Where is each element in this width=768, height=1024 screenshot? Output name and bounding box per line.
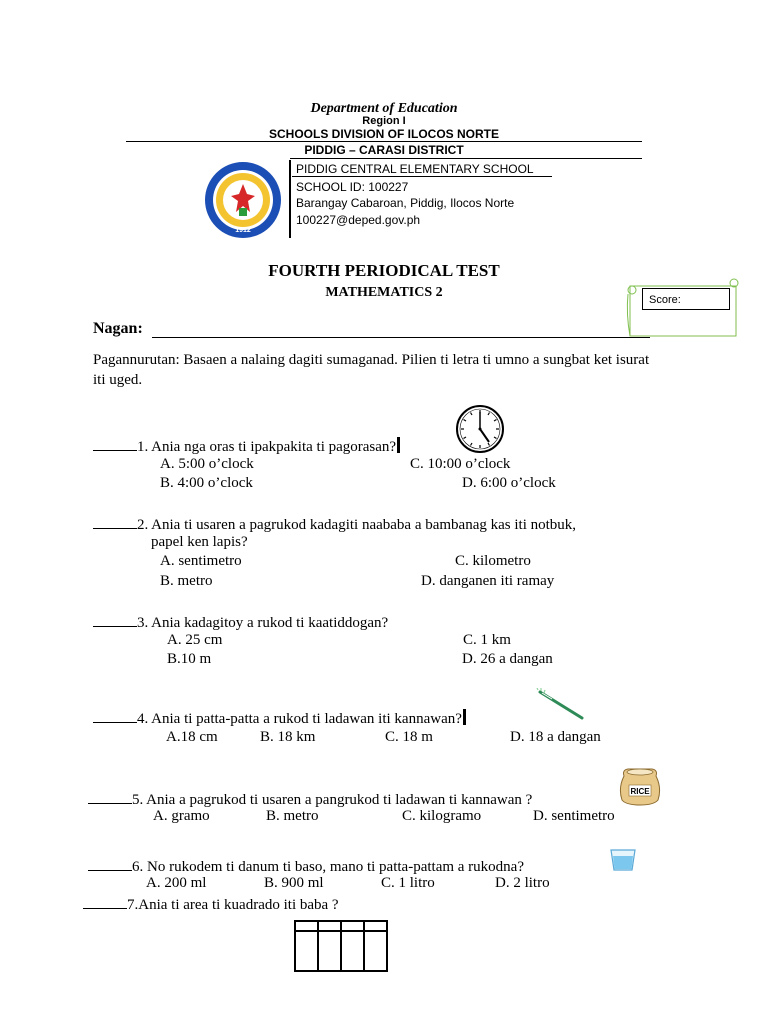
name-input-line[interactable] bbox=[152, 337, 650, 338]
test-title: FOURTH PERIODICAL TEST bbox=[268, 261, 500, 280]
question-2-text-cont: papel ken lapis? bbox=[151, 534, 248, 550]
q1-choice-a: A. 5:00 o’clock bbox=[160, 456, 254, 472]
answer-blank-1[interactable] bbox=[93, 436, 137, 451]
q3-choice-a: A. 25 cm bbox=[167, 632, 223, 648]
question-2-text: 2. Ania ti usaren a pagrukod kadagiti naababa a bambanag kas iti notbuk, bbox=[137, 517, 577, 533]
q4-choice-d: D. 18 a dangan bbox=[510, 729, 601, 745]
question-5-text: 5. Ania a pagrukod ti usaren a pangrukod ti ladawan ti kannawan ? bbox=[132, 792, 533, 808]
answer-blank-3[interactable] bbox=[93, 612, 137, 627]
question-5 bbox=[88, 789, 532, 809]
q5-choice-a: A. gramo bbox=[153, 808, 210, 824]
clock-icon bbox=[452, 404, 508, 454]
q3-choice-b: B.10 m bbox=[167, 651, 212, 667]
school-seal-icon bbox=[203, 160, 283, 240]
division-label: SCHOOLS DIVISION OF ILOCOS NORTE bbox=[268, 127, 499, 141]
text-cursor bbox=[463, 709, 466, 725]
q6-choice-c: C. 1 litro bbox=[381, 875, 435, 891]
subject-title: MATHEMATICS 2 bbox=[325, 285, 443, 300]
school-divider bbox=[289, 160, 291, 238]
question-7 bbox=[83, 894, 339, 914]
district-label: PIDDIG – CARASI DISTRICT bbox=[304, 143, 464, 157]
q5-choice-c: C. kilogramo bbox=[402, 808, 482, 824]
q5-choice-d: D. sentimetro bbox=[533, 808, 615, 824]
seal-year: 1912 bbox=[235, 227, 251, 234]
glass-of-water-icon bbox=[608, 848, 638, 872]
q4-choice-b: B. 18 km bbox=[260, 729, 316, 745]
q6-choice-b: B. 900 ml bbox=[264, 875, 324, 891]
q2-choice-c: C. kilometro bbox=[455, 553, 531, 569]
text-cursor bbox=[397, 437, 400, 453]
answer-blank-6[interactable] bbox=[88, 856, 132, 871]
q4-choice-a: A.18 cm bbox=[166, 729, 218, 745]
answer-blank-2[interactable] bbox=[93, 514, 137, 529]
header-rule bbox=[126, 141, 642, 142]
deped-title: Department of Education bbox=[310, 101, 458, 116]
school-address: Barangay Cabaroan, Piddig, Ilocos Norte bbox=[296, 196, 515, 210]
question-4-text: 4. Ania ti patta-patta a rukod ti ladawan iti kannawan? bbox=[137, 711, 462, 727]
square-grid-figure bbox=[294, 920, 388, 972]
question-3 bbox=[93, 612, 388, 632]
q2-choice-d: D. danganen iti ramay bbox=[421, 573, 555, 589]
q6-choice-d: D. 2 litro bbox=[495, 875, 550, 891]
q2-choice-a: A. sentimetro bbox=[160, 553, 242, 569]
question-2 bbox=[93, 514, 576, 534]
q3-choice-d: D. 26 a dangan bbox=[462, 651, 553, 667]
answer-blank-4[interactable] bbox=[93, 708, 137, 723]
name-label: Nagan: bbox=[93, 320, 143, 337]
rice-label: RICE bbox=[630, 787, 650, 796]
q4-choice-c: C. 18 m bbox=[385, 729, 433, 745]
school-email: 100227@deped.gov.ph bbox=[296, 213, 421, 227]
q6-choice-a: A. 200 ml bbox=[146, 875, 207, 891]
question-1-text: 1. Ania nga oras ti ipakpakita ti pagorasan? bbox=[137, 439, 397, 455]
school-name: PIDDIG CENTRAL ELEMENTARY SCHOOL bbox=[296, 162, 534, 176]
rice-bag-icon bbox=[618, 766, 662, 806]
q3-choice-c: C. 1 km bbox=[463, 632, 511, 648]
question-4 bbox=[93, 708, 466, 728]
toothbrush-icon bbox=[536, 688, 588, 724]
question-6-text: 6. No rukodem ti danum ti baso, mano ti patta-pattam a rukodna? bbox=[132, 859, 524, 875]
directions: Pagannurutan: Basaen a nalaing dagiti sumaganad. Pilien ti letra ti umno a sungbat ket isurat iti uged. bbox=[93, 352, 650, 388]
answer-blank-7[interactable] bbox=[83, 894, 127, 909]
score-box[interactable]: Score: bbox=[642, 288, 730, 310]
q1-choice-d: D. 6:00 o’clock bbox=[462, 475, 556, 491]
q1-choice-c: C. 10:00 o’clock bbox=[410, 456, 511, 472]
answer-blank-5[interactable] bbox=[88, 789, 132, 804]
question-1 bbox=[93, 436, 400, 456]
question-3-text: 3. Ania kadagitoy a rukod ti kaatiddogan? bbox=[137, 615, 389, 631]
school-name-rule bbox=[292, 176, 552, 177]
q5-choice-b: B. metro bbox=[266, 808, 319, 824]
school-id: SCHOOL ID: 100227 bbox=[296, 180, 409, 194]
question-6 bbox=[88, 856, 524, 876]
q1-choice-b: B. 4:00 o’clock bbox=[160, 475, 253, 491]
question-7-text: 7.Ania ti area ti kuadrado iti baba ? bbox=[127, 897, 339, 913]
q2-choice-b: B. metro bbox=[160, 573, 213, 589]
region-label: Region I bbox=[362, 115, 406, 127]
district-rule bbox=[290, 158, 642, 159]
